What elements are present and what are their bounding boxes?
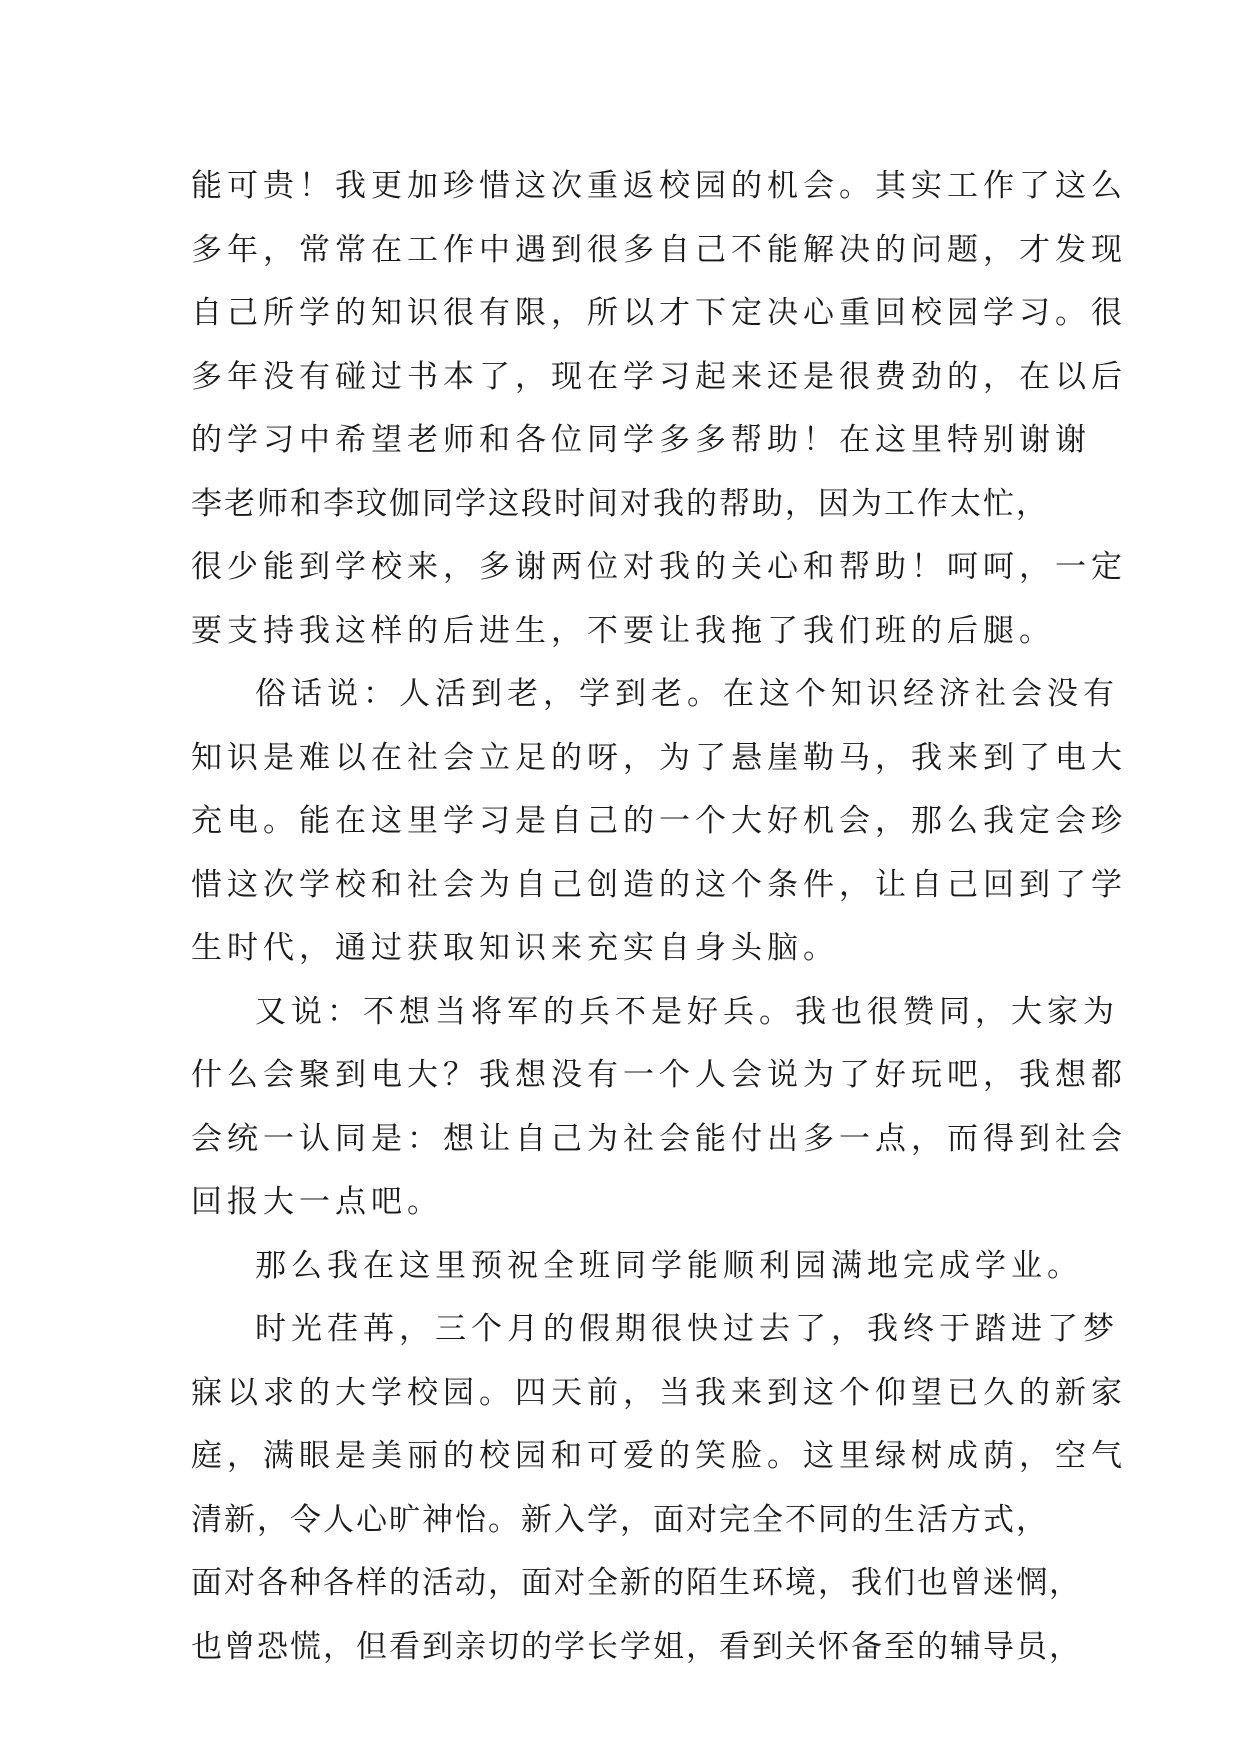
text-line: 能可贵！我更加珍惜这次重返校园的机会。其实工作了这么 (191, 168, 1127, 204)
text-line: 多年没有碰过书本了，现在学习起来还是很费劲的，在以后 (191, 358, 1127, 395)
text-line: 也曾恐慌，但看到亲切的学长学姐，看到关怀备至的辅导员， (191, 1628, 1082, 1665)
text-line: 很少能到学校来，多谢两位对我的关心和帮助！呵呵，一定 (191, 549, 1127, 585)
text-line: 李老师和李玟伽同学这段时间对我的帮助，因为工作太忙， (191, 485, 1049, 522)
text-line: 清新，令人心旷神怡。新入学，面对完全不同的生活方式， (191, 1501, 1049, 1538)
text-line: 的学习中希望老师和各位同学多多帮助！在这里特别谢谢 (191, 422, 1091, 458)
document-body (191, 155, 1127, 1679)
text-line: 会统一认同是：想让自己为社会能付出多一点，而得到社会 (191, 1120, 1127, 1157)
text-line: 什么会聚到电大？我想没有一个人会说为了好玩吧，我想都 (191, 1057, 1127, 1093)
text-line: 惜这次学校和社会为自己创造的这个条件，让自己回到了学 (191, 866, 1127, 903)
text-line: 生时代，通过获取知识来充实自身头脑。 (191, 930, 839, 966)
text-line: 要支持我这样的后进生，不要让我拖了我们班的后腿。 (191, 612, 1055, 649)
text-line: 时光荏苒，三个月的假期很快过去了，我终于踏进了梦 (255, 1311, 1119, 1347)
text-line: 回报大一点吧。 (191, 1184, 443, 1220)
text-line: 充电。能在这里学习是自己的一个大好机会，那么我定会珍 (191, 803, 1127, 839)
text-line: 自己所学的知识很有限，所以才下定决心重回校园学习。很 (191, 295, 1127, 331)
text-line: 俗话说：人活到老，学到老。在这个知识经济社会没有 (255, 676, 1119, 712)
text-line: 又说：不想当将军的兵不是好兵。我也很赞同，大家为 (255, 993, 1119, 1030)
text-line: 庭，满眼是美丽的校园和可爱的笑脸。这里绿树成荫，空气 (191, 1438, 1127, 1474)
text-line: 面对各种各样的活动，面对全新的陌生环境，我们也曾迷惘， (191, 1565, 1082, 1601)
text-line: 知识是难以在社会立足的呀，为了悬崖勒马，我来到了电大 (191, 739, 1127, 776)
text-line: 多年，常常在工作中遇到很多自己不能解决的问题，才发现 (191, 231, 1127, 268)
text-line: 寐以求的大学校园。四天前，当我来到这个仰望已久的新家 (191, 1374, 1127, 1411)
text-line: 那么我在这里预祝全班同学能顺利园满地完成学业。 (255, 1247, 1083, 1284)
